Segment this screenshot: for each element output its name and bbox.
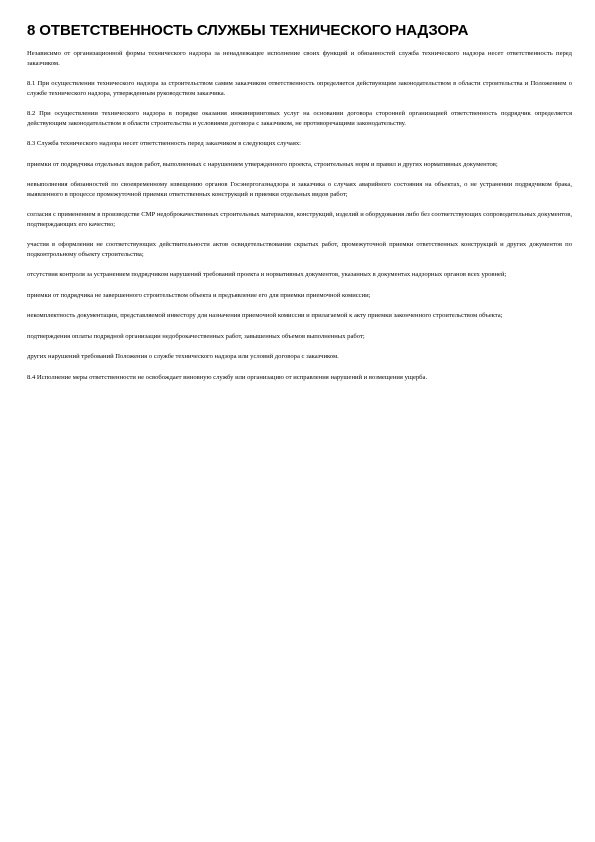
section-title: 8 ОТВЕТСТВЕННОСТЬ СЛУЖБЫ ТЕХНИЧЕСКОГО НАДЗОРА xyxy=(27,22,469,39)
paragraph-intro: Независимо от организационной формы технического надзора за ненадлежащее исполнение своих функций и обязанностей служба технического надзора несет ответственность перед заказчиком. xyxy=(27,50,572,67)
paragraph-8-1: 8.1 При осуществлении технического надзора за строительством самим заказчиком ответственность определяется действующим законодательством в области строительства и Положением о службе технического надзора, утвержденным руководством заказчика. xyxy=(27,80,572,97)
paragraph-8-3: 8.3 Служба технического надзора несет ответственность перед заказчиком в следующих случаях: xyxy=(27,140,302,147)
document-page xyxy=(27,22,572,393)
list-item: некомплектность документации, представляемой инвестору для назначения приемочной комиссии и прилагаемой к акту приемки законченного строительством объекта; xyxy=(27,312,503,319)
list-item: участия в оформлении не соответствующих действительности актов освидетельствования скрытых работ, промежуточной приемки ответственных конструкций и других документов по подконтрольному объекту строительства; xyxy=(27,241,572,258)
list-item: отсутствия контроля за устранением подрядчиком нарушений требований проекта и нормативных документов, указанных в документах надзорных органов всех уровней; xyxy=(27,271,507,278)
list-item: других нарушений требований Положения о службе технического надзора или условий договора с заказчиком. xyxy=(27,353,339,360)
list-item: невыполнения обязанностей по своевременному извещению органов Госэнергогазнадзора и заказчика о случаях аварийного состояния на объектах, о не устранении подрядчиком брака, выявленного в процессе промежуточной приемки ответственных конструкций и приемки отдельных видов работ; xyxy=(27,181,572,198)
list-item: согласия с применением в производстве СМР недоброкачественных строительных материалов, конструкций, изделий и оборудования либо без соответствующих сопроводительных документов, подтверждающих его качество; xyxy=(27,211,573,228)
list-item: приемки от подрядчика не завершенного строительством объекта и предъявление его для приемки приемочной комиссии; xyxy=(27,291,371,299)
list-item: приемки от подрядчика отдельных видов работ, выполненных с нарушением утвержденного проекта, строительных норм и правил и других нормативных документов; xyxy=(27,160,498,168)
paragraph-8-4: 8.4 Исполнение меры ответственности не освобождает виновную службу или организацию от исправления нарушений и возмещения ущерба. xyxy=(27,373,428,381)
list-item: подтверждения оплаты подрядной организации недоброкачественных работ, завышенных объемов выполненных работ; xyxy=(27,332,365,340)
paragraph-8-2: 8.2 При осуществлении технического надзора в порядке оказания инжиниринговых услуг на основании договора сторонней организацией ответственность подрядчик определяется действующим законодательством в области строительства и условиями договора с заказчиком, не противоречащими законодательству. xyxy=(27,110,572,127)
